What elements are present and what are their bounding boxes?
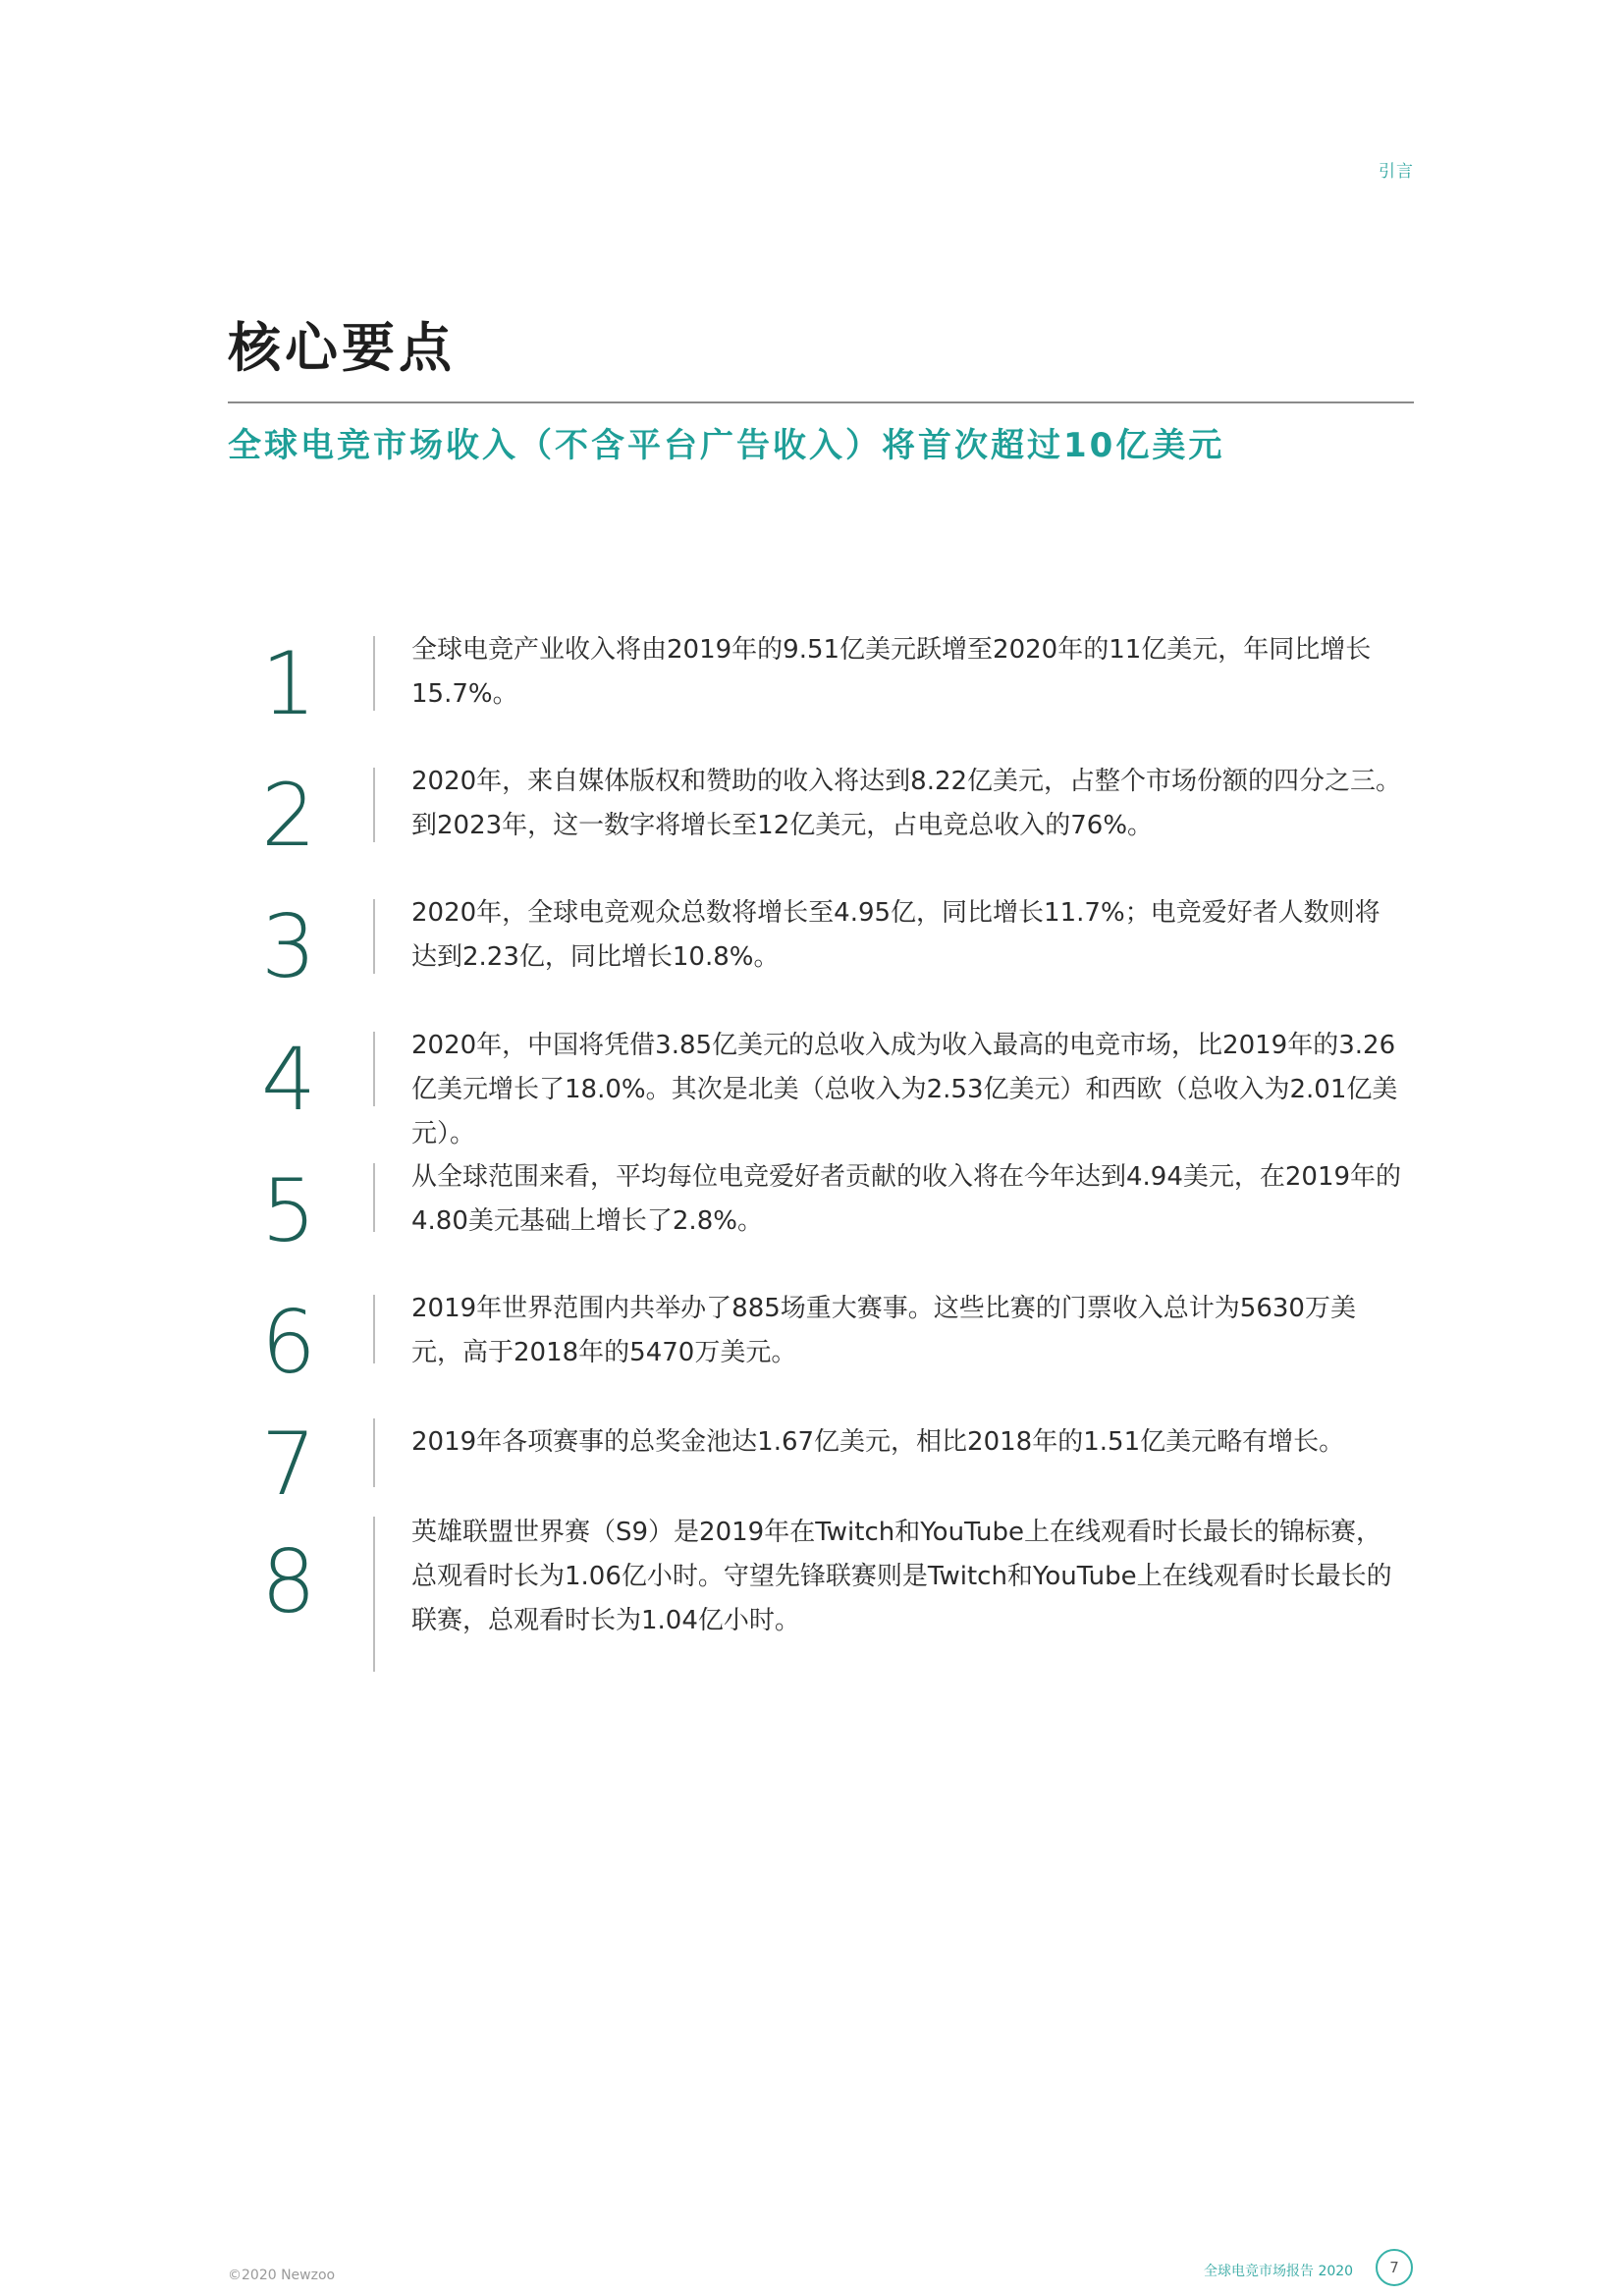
key-point-number: 2: [261, 765, 316, 866]
key-point-text: 2020年，中国将凭借3.85亿美元的总收入成为收入最高的电竞市场，比2019年的3.26亿美元增长了18.0%。其次是北美（总收入为2.53亿美元）和西欧（总收入为2.01亿美元）。: [411, 1031, 1398, 1148]
key-point-divider: [373, 1295, 375, 1363]
key-point-divider: [373, 1418, 375, 1487]
key-point-divider: [373, 636, 375, 711]
key-point-text: 2019年各项赛事的总奖金池达1.67亿美元，相比2018年的1.51亿美元略有增长。: [411, 1427, 1345, 1457]
report-name: 全球电竞市场报告 2020: [1204, 2264, 1354, 2279]
key-point-text: 2020年，来自媒体版权和赞助的收入将达到8.22亿美元，占整个市场份额的四分之三。到2023年，这一数字将增长至12亿美元，占电竞总收入的76%。: [411, 767, 1402, 840]
key-point-number: 1: [261, 633, 316, 734]
key-point-number: 7: [261, 1414, 316, 1515]
page-title: 核心要点: [228, 317, 456, 379]
key-point-divider: [373, 1517, 375, 1672]
section-label: 引言: [1379, 162, 1414, 182]
key-point-number: 4: [261, 1029, 316, 1130]
key-point-text: 2020年，全球电竞观众总数将增长至4.95亿，同比增长11.7%；电竞爱好者人数则将达到2.23亿，同比增长10.8%。: [411, 898, 1380, 972]
key-point-number: 5: [261, 1160, 316, 1261]
key-point-divider: [373, 768, 375, 842]
key-point-number: 8: [261, 1531, 316, 1632]
key-point-divider: [373, 1163, 375, 1232]
title-divider: [228, 401, 1414, 403]
key-point-text: 从全球范围来看，平均每位电竞爱好者贡献的收入将在今年达到4.94美元，在2019年的4.80美元基础上增长了2.8%。: [411, 1162, 1402, 1236]
key-point-number: 3: [261, 896, 316, 997]
key-point-text: 2019年世界范围内共举办了885场重大赛事。这些比赛的门票收入总计为5630万美元，高于2018年的5470万美元。: [411, 1294, 1356, 1367]
key-point-number: 6: [261, 1292, 316, 1393]
key-point-text: 全球电竞产业收入将由2019年的9.51亿美元跃增至2020年的11亿美元，年同比增长15.7%。: [411, 635, 1372, 709]
key-point-divider: [373, 899, 375, 974]
page-subtitle: 全球电竞市场收入（不含平台广告收入）将首次超过10亿美元: [228, 426, 1225, 465]
key-point-divider: [373, 1032, 375, 1106]
page-number: 7: [1376, 2249, 1413, 2286]
key-point-text: 英雄联盟世界赛（S9）是2019年在Twitch和YouTube上在线观看时长最长的锦标赛，总观看时长为1.06亿小时。守望先锋联赛则是Twitch和YouTube上在线观看时长最长的联赛，总观看时长为1.04亿小时。: [411, 1518, 1392, 1635]
copyright: ©2020 Newzoo: [228, 2268, 336, 2283]
